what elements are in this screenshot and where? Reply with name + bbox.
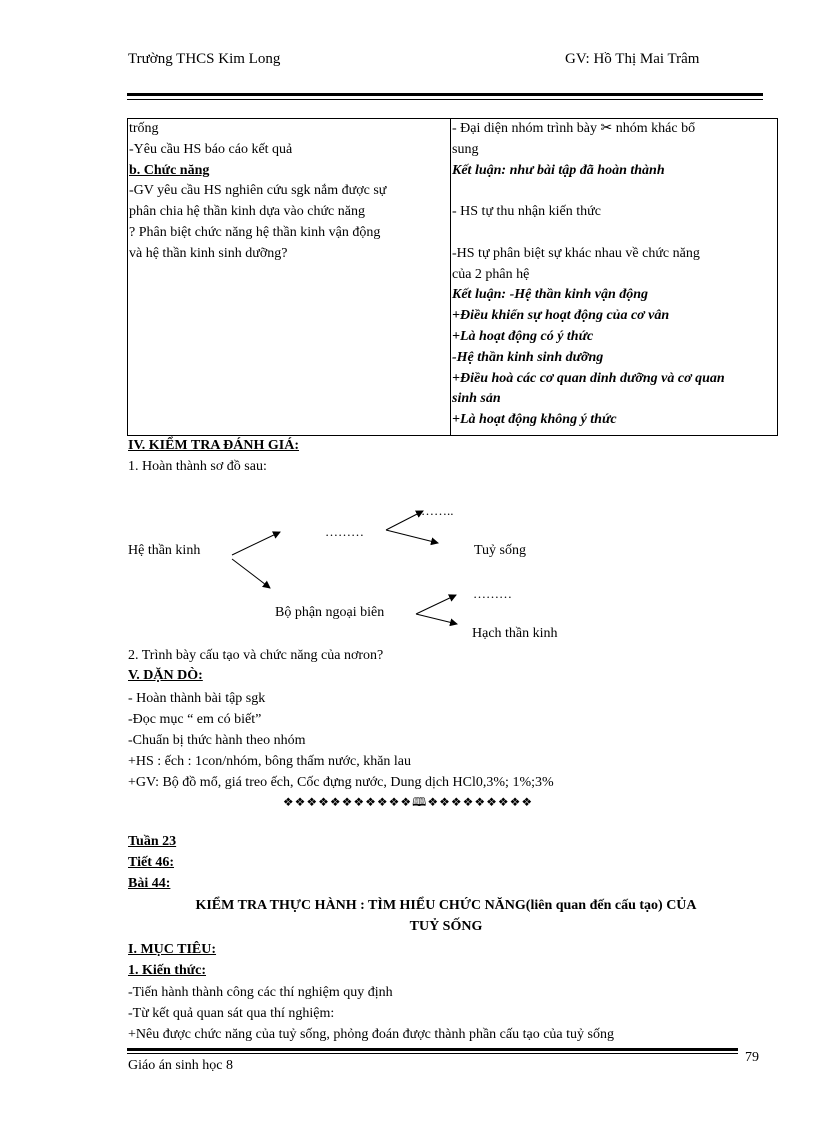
- ornament-divider: ❖❖❖❖❖❖❖❖❖❖❖🕮❖❖❖❖❖❖❖❖❖: [282, 795, 534, 809]
- list-item: +Nêu được chức năng của tuỷ sống, phỏng đoán được thành phần cấu tạo của tuỷ sống: [128, 1027, 614, 1042]
- arrow-to-blank3: [416, 595, 456, 614]
- page-number: 79: [745, 1050, 759, 1065]
- list-item: -Đọc mục “ em có biết”: [128, 712, 262, 727]
- list-item: - Hoàn thành bài tập sgk: [128, 691, 266, 706]
- lesson-number: Bài 44:: [128, 876, 171, 891]
- arrow-to-ganglion: [416, 614, 457, 624]
- list-item: +Điều hoà các cơ quan dinh dưỡng và cơ quan: [452, 370, 725, 386]
- arrow-to-peripheral: [232, 559, 270, 588]
- lesson-title-line1: KIỂM TRA THỰC HÀNH : TÌM HIỂU CHỨC NĂNG(liên quan đến cấu tạo) CỦA: [195, 898, 697, 913]
- list-item: và hệ thần kinh sinh dưỡng?: [129, 245, 288, 261]
- arrow-to-blank2: [386, 511, 423, 530]
- section-4-title: IV. KIỂM TRA ĐÁNH GIÁ:: [128, 438, 300, 453]
- list-item: - Đại diện nhóm trình bày ✂ nhóm khác bổ: [452, 121, 696, 136]
- arrow-to-spinal: [386, 530, 438, 543]
- section-4-q2: 2. Trình bày cấu tạo và chức năng của nơron?: [128, 648, 384, 663]
- diagram-ganglion: Hạch thần kinh: [472, 626, 558, 641]
- list-item: sung: [452, 141, 479, 157]
- diagram-blank1: ………: [325, 524, 364, 539]
- diagram-blank3: ………: [473, 586, 512, 601]
- list-item: -Từ kết quả quan sát qua thí nghiệm:: [128, 1006, 335, 1021]
- lesson-period: Tiết 46:: [128, 855, 175, 870]
- diagram-peripheral: Bộ phận ngoại biên: [275, 605, 385, 620]
- lesson-title-line2: TUỶ SỐNG: [409, 919, 483, 934]
- list-item: của 2 phân hệ: [452, 266, 530, 282]
- diagram-spinal-cord: Tuỷ sống: [474, 543, 527, 558]
- subheading-function: b. Chức năng: [129, 162, 210, 178]
- list-item: -GV yêu cầu HS nghiên cứu sgk nắm được sự: [129, 183, 387, 199]
- list-item: -Tiến hành thành công các thí nghiệm quy định: [128, 985, 393, 1000]
- footer-rule-thin: [127, 1053, 738, 1054]
- list-item: +GV: Bộ đồ mổ, giá treo ếch, Cốc đựng nước, Dung dịch HCl0,3%; 1%;3%: [128, 775, 554, 790]
- list-item: +HS : ếch : 1con/nhóm, bông thấm nước, khăn lau: [128, 754, 412, 769]
- lesson-week: Tuần 23: [128, 834, 177, 849]
- section-5-title: V. DẶN DÒ:: [128, 668, 203, 683]
- footer-book: Giáo án sinh học 8: [128, 1058, 233, 1073]
- list-item: sinh sản: [452, 391, 501, 407]
- header-teacher: GV: Hồ Thị Mai Trâm: [565, 51, 700, 67]
- list-item: +Điều khiển sự hoạt động của cơ vân: [452, 308, 670, 324]
- list-item: -Yêu cầu HS báo cáo kết quả: [129, 141, 293, 157]
- section-4-q1: 1. Hoàn thành sơ đồ sau:: [128, 459, 267, 474]
- list-item: -Chuẩn bị thức hành theo nhóm: [128, 733, 306, 748]
- list-item: - HS tự thu nhận kiến thức: [452, 204, 601, 220]
- objectives-title: I. MỤC TIÊU:: [128, 942, 217, 957]
- list-item: phân chia hệ thần kinh dựa vào chức năng: [129, 204, 365, 220]
- list-item: +Là hoạt động không ý thức: [452, 412, 617, 428]
- header-school: Trường THCS Kim Long: [128, 51, 281, 67]
- list-item: trống: [129, 121, 159, 136]
- list-item: +Là hoạt động có ý thức: [452, 328, 594, 344]
- diagram-root: Hệ thần kinh: [128, 543, 201, 558]
- list-item: -Hệ thần kinh sinh dưỡng: [452, 349, 604, 365]
- footer-rule-thick: [127, 1048, 738, 1051]
- arrow-to-blank1: [232, 532, 280, 555]
- diagram-blank2: ……..: [421, 503, 454, 518]
- list-item: ? Phân biệt chức năng hệ thần kinh vận động: [129, 224, 381, 240]
- conclusion-1: Kết luận: như bài tập đã hoàn thành: [452, 162, 665, 178]
- list-item: -HS tự phân biệt sự khác nhau về chức năng: [452, 245, 700, 261]
- conclusion-2: Kết luận: -Hệ thần kinh vận động: [452, 287, 649, 303]
- objectives-knowledge: 1. Kiến thức:: [128, 963, 207, 978]
